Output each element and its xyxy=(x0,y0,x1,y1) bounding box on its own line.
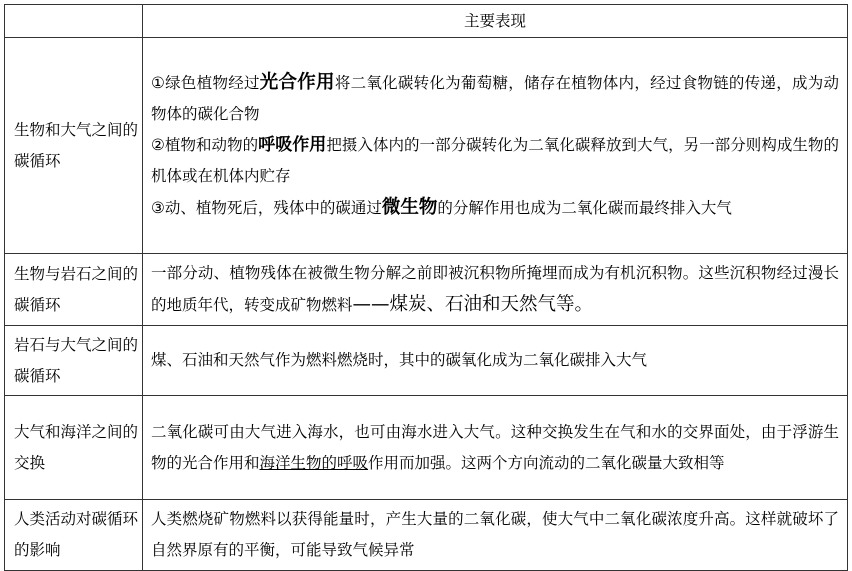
table-header-row xyxy=(5,5,848,38)
text-segment: 把摄入体内的一部分碳转化为二氧化碳释放到大气，另一部分则构成生物的机体或在机体内贮存 xyxy=(151,136,839,185)
row-label: 生物与岩石之间的碳循环 xyxy=(5,254,143,326)
emphasis-text: 呼吸作用 xyxy=(258,135,327,155)
row-content: 人类燃烧矿物燃料以获得能量时，产生大量的二氧化碳，使大气中二氧化碳浓度升高。这样就破坏了自然界原有的平衡，可能导致气候异常 xyxy=(143,500,848,571)
list-item xyxy=(151,192,839,224)
text-segment: 将二氧化碳转化为葡萄糖，储存在植物体内，经过食物链的传递，成为动物体的碳化合物 xyxy=(151,74,839,123)
table-row xyxy=(5,500,848,571)
emphasis-text: 光合作用 xyxy=(259,72,335,93)
table-row xyxy=(5,38,848,254)
text-segment: 一部分动、植物残体在被微生物分解之前即被沉积物所掩埋而成为有机沉积物。这些沉积物经过漫长的地质年代，转变成矿物燃料 xyxy=(151,264,839,314)
table-row xyxy=(5,326,848,396)
text-segment: ③动、植物死后，残体中的碳通过 xyxy=(151,199,382,217)
row-content xyxy=(143,254,848,326)
text-segment: 的分解作用也成为二氧化碳而最终排入大气 xyxy=(437,199,732,217)
carbon-cycle-table xyxy=(4,4,848,571)
emphasis-text: ——煤炭、石油和天然气等。 xyxy=(352,294,594,315)
underlined-text: 海洋生物的呼吸 xyxy=(259,453,369,472)
carbon-cycle-table-container xyxy=(4,4,848,567)
header-cell-category xyxy=(5,5,143,38)
row-content: 煤、石油和天然气作为燃料燃烧时，其中的碳氧化成为二氧化碳排入大气 xyxy=(143,326,848,396)
list-item xyxy=(151,67,839,130)
emphasis-text: 微生物 xyxy=(381,197,438,218)
text-segment: 作用而加强。这两个方向流动的二氧化碳量大致相等 xyxy=(368,453,725,472)
row-label: 大气和海洋之间的交换 xyxy=(5,396,143,500)
table-row xyxy=(5,396,848,500)
row-content xyxy=(143,396,848,500)
row-label: 人类活动对碳循环的影响 xyxy=(5,500,143,571)
row-label: 岩石与大气之间的碳循环 xyxy=(5,326,143,396)
header-cell-main-manifestation: 主要表现 xyxy=(143,5,848,38)
table-row xyxy=(5,254,848,326)
row-content xyxy=(143,38,848,254)
text-segment: ②植物和动物的 xyxy=(151,136,259,154)
list-item xyxy=(151,130,839,192)
text-segment: ①绿色植物经过 xyxy=(151,74,260,92)
text-segment: 二氧化碳可由大气进入海水，也可由海水进入大气。这种交换发生在气和水的交界面处，由于浮游生物的光合作用和 xyxy=(151,422,839,472)
row-label: 生物和大气之间的碳循环 xyxy=(5,38,143,254)
